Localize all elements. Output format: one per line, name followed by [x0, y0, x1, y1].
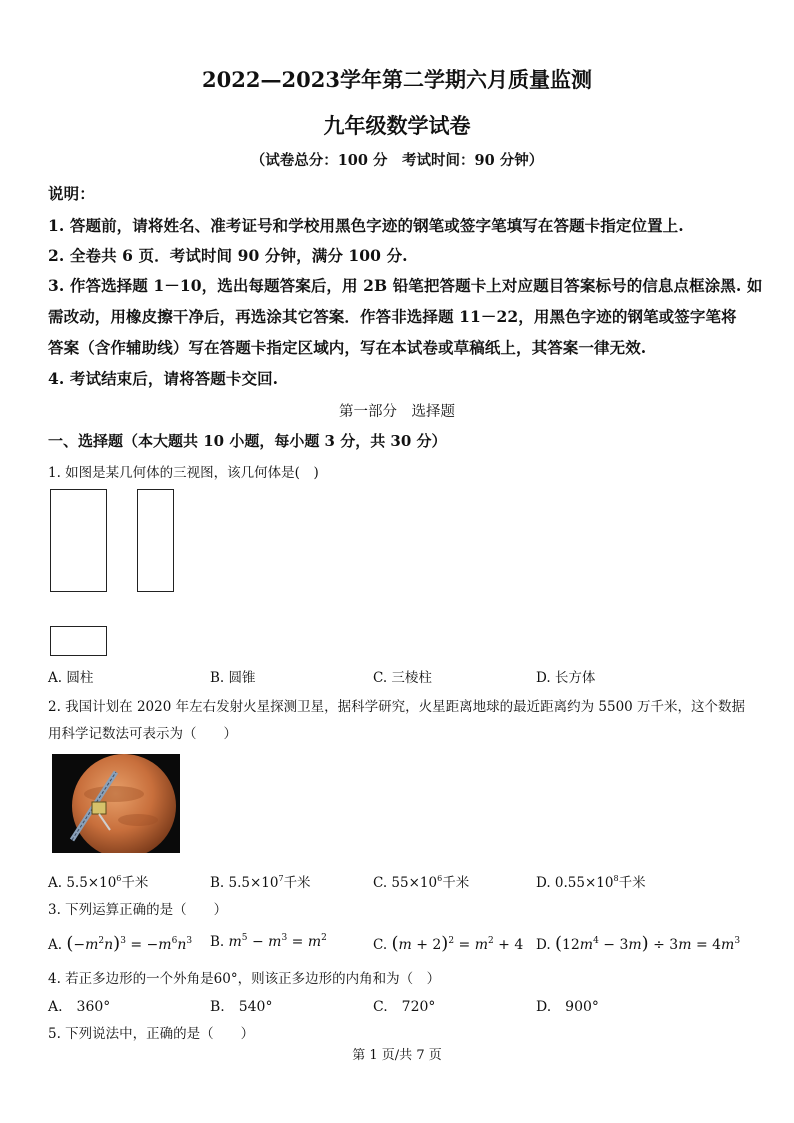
question-1-option-c: C. 三棱柱 [373, 670, 432, 686]
page-number: 第 1 页/共 7 页 [352, 1048, 442, 1063]
question-4-option-c: C. 720° [373, 999, 436, 1015]
question-1-option-a: A. 圆柱 [48, 670, 94, 686]
instruction-item: 2. 全卷共 6 页．考试时间 90 分钟，满分 100 分. [48, 246, 408, 265]
instructions-heading: 说明： [48, 184, 95, 203]
instruction-item: 需改动，用橡皮擦干净后，再选涂其它答案．作答非选择题 11－22，用黑色字迹的钢笔或签字笔将 [48, 307, 737, 326]
mars-probe-image [52, 754, 180, 853]
question-4-option-b: B. 540° [210, 999, 273, 1015]
instruction-item: 4. 考试结束后，请将答题卡交回. [48, 369, 279, 388]
question-2-stem-cont: 用科学记数法可表示为（ ） [48, 726, 237, 742]
question-3-option-b: B. $m^5 - m^3 = m^2$ [210, 933, 327, 950]
instruction-item: 答案（含作辅助线）写在答题卡指定区域内，写在本试卷或草稿纸上，其答案一律无效. [48, 338, 647, 357]
question-1-option-b: B. 圆锥 [210, 670, 256, 686]
side-view-rectangle [137, 489, 174, 592]
question-1-stem: 1. 如图是某几何体的三视图，该几何体是( ) [48, 465, 319, 481]
exam-title: 2022—2023学年第二学期六月质量监测 [202, 67, 592, 92]
question-3-option-d: D. $(12m^4 - 3m) \div 3m = 4m^3$ [536, 933, 741, 954]
question-2-option-d: D. $0.55\times 10^8$千米 [536, 874, 646, 891]
question-4-option-a: A. 360° [48, 999, 111, 1015]
exam-subtitle: 九年级数学试卷 [323, 113, 471, 138]
instruction-item: 3. 作答选择题 1－10，选出每题答案后，用 2B 铅笔把答题卡上对应题目答案标号的信息点框涂黑. 如 [48, 276, 763, 295]
front-view-rectangle [50, 489, 107, 592]
exam-meta: （试卷总分：100 分 考试时间：90 分钟） [250, 152, 544, 169]
top-view-rectangle [50, 626, 107, 656]
question-2-option-b: B. $5.5\times 10^7$千米 [210, 874, 311, 891]
question-2-option-c: C. $55\times 10^6$千米 [373, 874, 470, 891]
question-4-option-d: D. 900° [536, 999, 599, 1015]
section-title: 一、选择题（本大题共 10 小题，每小题 3 分，共 30 分） [48, 432, 447, 450]
question-3-stem: 3. 下列运算正确的是（ ） [48, 902, 228, 918]
question-3-option-a: A. $(-m^2n)^3 = -m^6n^3$ [48, 933, 193, 954]
question-3-option-c: C. $(m + 2)^2 = m^2 + 4$ [373, 933, 524, 954]
question-5-stem: 5. 下列说法中，正确的是（ ） [48, 1026, 255, 1042]
part-title: 第一部分 选择题 [339, 404, 455, 420]
instruction-item: 1. 答题前，请将姓名、准考证号和学校用黑色字迹的钢笔或签字笔填写在答题卡指定位置上. [48, 216, 684, 235]
question-1-option-d: D. 长方体 [536, 670, 596, 686]
question-4-stem: 4. 若正多边形的一个外角是60°，则该正多边形的内角和为（ ） [48, 971, 441, 987]
question-2-option-a: A. $5.5\times 10^6$千米 [48, 874, 149, 891]
question-2-stem: 2. 我国计划在 2020 年左右发射火星探测卫星，据科学研究，火星距离地球的最近距离约为 5500 万千米，这个数据 [48, 699, 746, 715]
